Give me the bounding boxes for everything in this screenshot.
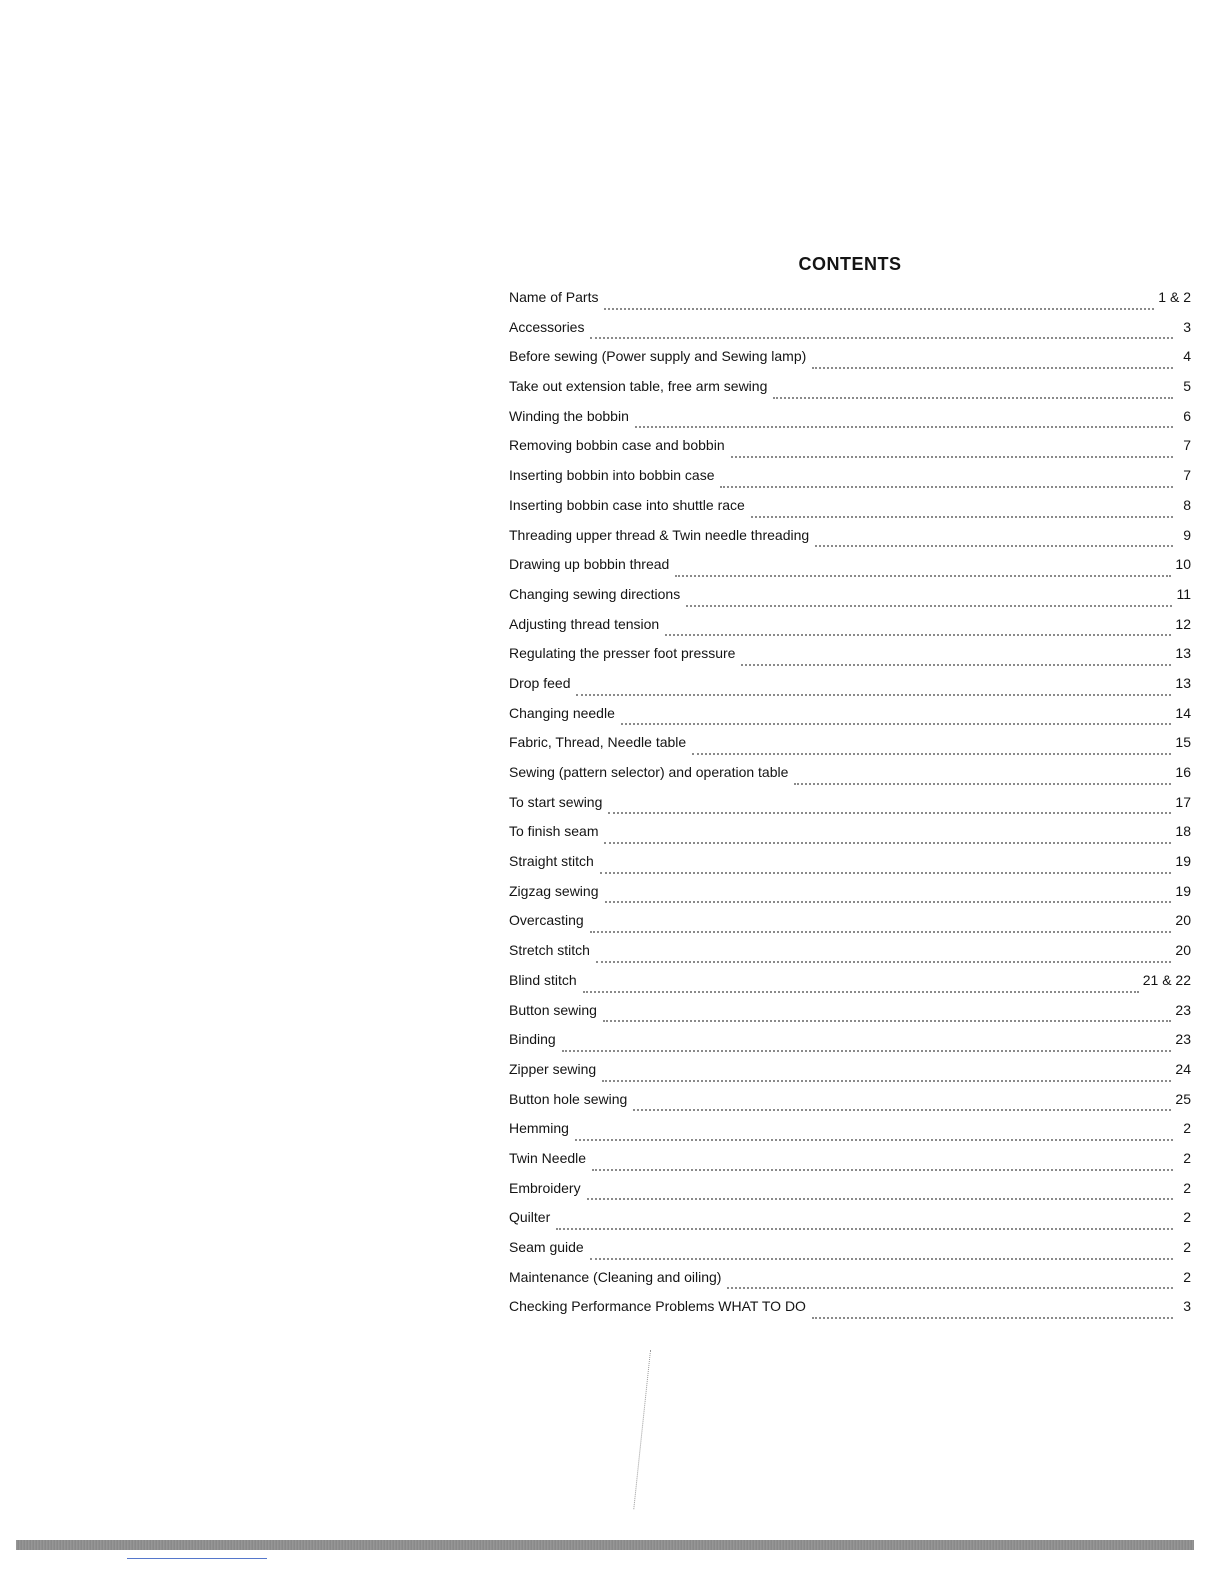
toc-entry (509, 462, 1191, 492)
toc-entry (509, 1234, 1191, 1264)
toc-entry-label: Overcasting (509, 907, 588, 933)
dot-leader (604, 307, 1154, 310)
toc-entry-page: 2 (1183, 1179, 1191, 1196)
dot-leader (621, 722, 1172, 725)
dot-leader (686, 604, 1172, 607)
toc-entry-page: 19 (1175, 882, 1191, 899)
toc-entry (509, 907, 1191, 937)
toc-entry-label: Blind stitch (509, 967, 581, 993)
dot-leader (603, 1019, 1171, 1022)
dot-leader (773, 396, 1173, 399)
bottom-rule (127, 1558, 267, 1559)
toc-entry-label: To start sewing (509, 789, 606, 815)
dot-leader (556, 1227, 1173, 1230)
toc-entry (509, 1145, 1191, 1175)
toc-entry-page: 2 (1183, 1149, 1191, 1166)
toc-entry-label: Embroidery (509, 1175, 585, 1201)
dot-leader (576, 693, 1171, 696)
toc-entry-page: 3 (1183, 1298, 1191, 1315)
toc-entry-page: 9 (1183, 526, 1191, 543)
toc-entry (509, 1115, 1191, 1145)
dot-leader (731, 455, 1173, 458)
scan-artifact (633, 1350, 652, 1509)
toc-entry-label: Zipper sewing (509, 1056, 600, 1082)
toc-entry-page: 13 (1175, 645, 1191, 662)
toc-entry-page: 20 (1175, 912, 1191, 929)
toc-entry-label: Maintenance (Cleaning and oiling) (509, 1264, 725, 1290)
toc-entry-label: Seam guide (509, 1234, 588, 1260)
bottom-scan-bar (16, 1540, 1194, 1550)
dot-leader (751, 515, 1173, 518)
dot-leader (590, 336, 1173, 339)
dot-leader (600, 871, 1172, 874)
dot-leader (575, 1138, 1173, 1141)
toc-entry-label: To finish seam (509, 818, 602, 844)
dot-leader (812, 1316, 1173, 1319)
dot-leader (587, 1197, 1173, 1200)
toc-entry (509, 789, 1191, 819)
toc-entry-page: 2 (1183, 1239, 1191, 1255)
toc-entry (509, 818, 1191, 848)
toc-entry-label: Take out extension table, free arm sewing (509, 373, 771, 399)
toc-entry-label: Winding the bobbin (509, 403, 633, 429)
toc-entry-label: Threading upper thread & Twin needle threading (509, 522, 813, 548)
dot-leader (812, 366, 1173, 369)
toc-entry-label: Straight stitch (509, 848, 598, 874)
dot-leader (633, 1108, 1171, 1111)
toc-entry-page: 10 (1175, 556, 1191, 573)
toc-entry (509, 403, 1191, 433)
toc-entry-label: Changing sewing directions (509, 581, 684, 607)
dot-leader (583, 990, 1139, 993)
toc-entry-label: Stretch stitch (509, 937, 594, 963)
toc-entry (509, 551, 1191, 581)
dot-leader (720, 485, 1173, 488)
dot-leader (590, 1257, 1173, 1260)
dot-leader (605, 900, 1172, 903)
toc-entry-label: Binding (509, 1026, 560, 1052)
toc-entry-page: 2 (1183, 1120, 1191, 1137)
toc-entry-label: Regulating the presser foot pressure (509, 640, 739, 666)
toc-entry (509, 1056, 1191, 1086)
toc-entry (509, 1086, 1191, 1116)
toc-entry-page: 15 (1175, 734, 1191, 751)
toc-entry-page: 2 (1183, 1209, 1191, 1226)
toc-entry-page: 16 (1175, 764, 1191, 780)
toc-entry (509, 878, 1191, 908)
toc-entry-page: 23 (1175, 1031, 1191, 1048)
toc-entry-label: Button hole sewing (509, 1086, 631, 1112)
toc-entry-page: 21 & 22 (1142, 971, 1191, 988)
toc-entry-label: Accessories (509, 314, 588, 340)
toc-entry-label: Inserting bobbin case into shuttle race (509, 492, 749, 518)
toc-entry (509, 522, 1191, 552)
dot-leader (675, 574, 1171, 577)
toc-entry (509, 1293, 1191, 1323)
toc-entry (509, 967, 1191, 997)
toc-entry-page: 12 (1175, 615, 1191, 632)
toc-list (509, 284, 1191, 1323)
toc-entry-page: 1 & 2 (1158, 289, 1191, 305)
toc-entry (509, 640, 1191, 670)
toc-entry (509, 1204, 1191, 1234)
toc-entry-label: Hemming (509, 1115, 573, 1141)
toc-entry (509, 284, 1191, 314)
toc-entry-label: Quilter (509, 1204, 554, 1230)
toc-entry-page: 23 (1175, 1001, 1191, 1018)
toc-entry (509, 670, 1191, 700)
toc-entry (509, 373, 1191, 403)
dot-leader (596, 960, 1172, 963)
toc-entry-page: 8 (1183, 496, 1191, 513)
toc-entry-label: Changing needle (509, 700, 619, 726)
toc-entry-page: 7 (1183, 437, 1191, 454)
toc-entry (509, 492, 1191, 522)
toc-entry-label: Adjusting thread tension (509, 611, 663, 637)
toc-entry (509, 700, 1191, 730)
toc-entry-label: Sewing (pattern selector) and operation table (509, 759, 792, 785)
toc-entry-page: 7 (1183, 467, 1191, 484)
toc-entry-page: 6 (1183, 407, 1191, 424)
toc-entry-page: 5 (1183, 378, 1191, 395)
toc-entry-label: Twin Needle (509, 1145, 590, 1171)
toc-entry (509, 759, 1191, 789)
toc-entry (509, 1264, 1191, 1294)
toc-entry-page: 14 (1175, 704, 1191, 721)
toc-entry-label: Removing bobbin case and bobbin (509, 432, 729, 458)
toc-entry (509, 997, 1191, 1027)
toc-entry-page: 3 (1183, 318, 1191, 335)
dot-leader (741, 663, 1171, 666)
toc-entry-page: 4 (1183, 348, 1191, 365)
toc-entry-page: 13 (1175, 674, 1191, 691)
dot-leader (665, 633, 1171, 636)
dot-leader (727, 1286, 1173, 1289)
toc-entry (509, 343, 1191, 373)
toc-entry-label: Zigzag sewing (509, 878, 603, 904)
dot-leader (562, 1049, 1172, 1052)
toc-entry-label: Before sewing (Power supply and Sewing lamp) (509, 343, 810, 369)
dot-leader (592, 1168, 1173, 1171)
toc-entry-label: Drawing up bobbin thread (509, 551, 673, 577)
dot-leader (590, 930, 1172, 933)
toc-entry (509, 848, 1191, 878)
toc-entry-page: 18 (1175, 823, 1191, 840)
toc-entry-page: 24 (1175, 1060, 1191, 1077)
toc-entry-label: Button sewing (509, 997, 601, 1023)
toc-entry-page: 17 (1175, 793, 1191, 810)
toc-entry (509, 1026, 1191, 1056)
dot-leader (608, 811, 1171, 814)
toc-entry-label: Fabric, Thread, Needle table (509, 729, 690, 755)
toc-entry (509, 581, 1191, 611)
dot-leader (602, 1079, 1171, 1082)
dot-leader (794, 782, 1171, 785)
dot-leader (604, 841, 1171, 844)
toc-entry-label: Inserting bobbin into bobbin case (509, 462, 718, 488)
toc-entry-label: Drop feed (509, 670, 574, 696)
toc-entry-page: 20 (1175, 942, 1191, 959)
toc-entry-page: 25 (1175, 1090, 1191, 1107)
toc-entry (509, 432, 1191, 462)
dot-leader (815, 544, 1173, 547)
toc-entry-page: 11 (1176, 585, 1191, 602)
toc-entry-page: 2 (1183, 1268, 1191, 1285)
dot-leader (692, 752, 1171, 755)
toc-entry (509, 937, 1191, 967)
page-title: CONTENTS (798, 254, 902, 274)
dot-leader (635, 425, 1173, 428)
toc-entry-label: Name of Parts (509, 284, 602, 310)
toc-entry (509, 611, 1191, 641)
toc-entry-label: Checking Performance Problems WHAT TO DO (509, 1293, 810, 1319)
toc-entry (509, 729, 1191, 759)
toc-entry-page: 19 (1175, 853, 1191, 870)
toc-entry (509, 314, 1191, 344)
toc-entry (509, 1175, 1191, 1205)
